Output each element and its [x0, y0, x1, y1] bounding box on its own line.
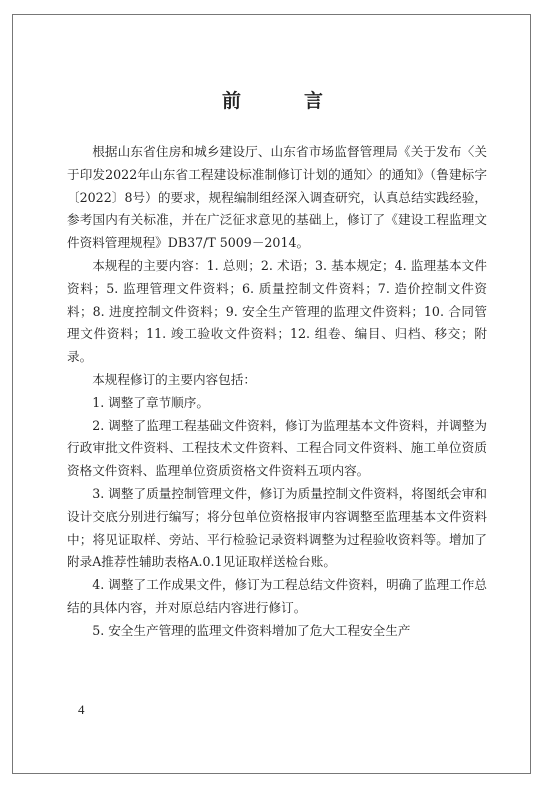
paragraph-revision-intro: 本规程修订的主要内容包括： [92, 371, 256, 387]
paragraph-main-contents: 本规程的主要内容：1. 总则；2. 术语；3. 基本规定；4. 监理基本文件资料；5. 监理管理文件资料；6. 质量控制文件资料；7. 造价控制文件资料；8. 进度控制文件资料；9. 安全生产管理的监理文件资料；10. 合同管理文件资料；11. 竣工验收文件资料；12. 组卷、编目、归档、移交；附录。 [67, 257, 487, 365]
document-body [67, 141, 487, 643]
paragraph-revision-5: 5. 安全生产管理的监理文件资料增加了危大工程安全生产 [92, 622, 411, 638]
paragraph-revision-3: 3. 调整了质量控制管理文件，修订为质量控制文件资料，将图纸会审和设计交底分别进行编写；将分包单位资格报审内容调整至监理基本文件资料中；将见证取样、旁站、平行检验记录资料调整为过程验收资料等。增加了附录A推荐性辅助表格A.0.1见证取样送检台账。 [67, 485, 487, 570]
page-title: 前 言 [221, 90, 345, 112]
paragraph-revision-2: 2. 调整了监理工程基础文件资料，修订为监理基本文件资料，并调整为行政审批文件资料、工程技术文件资料、工程合同文件资料、施工单位资质资格文件资料、监理单位资质资格文件资料五项内容。 [67, 417, 487, 479]
paragraph-revision-1: 1. 调整了章节顺序。 [92, 394, 209, 410]
page-number: 4 [78, 702, 85, 717]
paragraph-background: 根据山东省住房和城乡建设厅、山东省市场监督管理局《关于发布〈关于印发2022年山东省工程建设标准制修订计划的通知〉的通知》（鲁建标字〔2022〕8号）的要求，规程编制组经深入调查研究，认真总结实践经验，参考国内有关标准，并在广泛征求意见的基础上，修订了《建设工程监理文件资料管理规程》DB37/T 5009－2014。 [67, 144, 487, 251]
paragraph-revision-4: 4. 调整了工作成果文件，修订为工程总结文件资料，明确了监理工作总结的具体内容，并对原总结内容进行修订。 [67, 577, 487, 615]
